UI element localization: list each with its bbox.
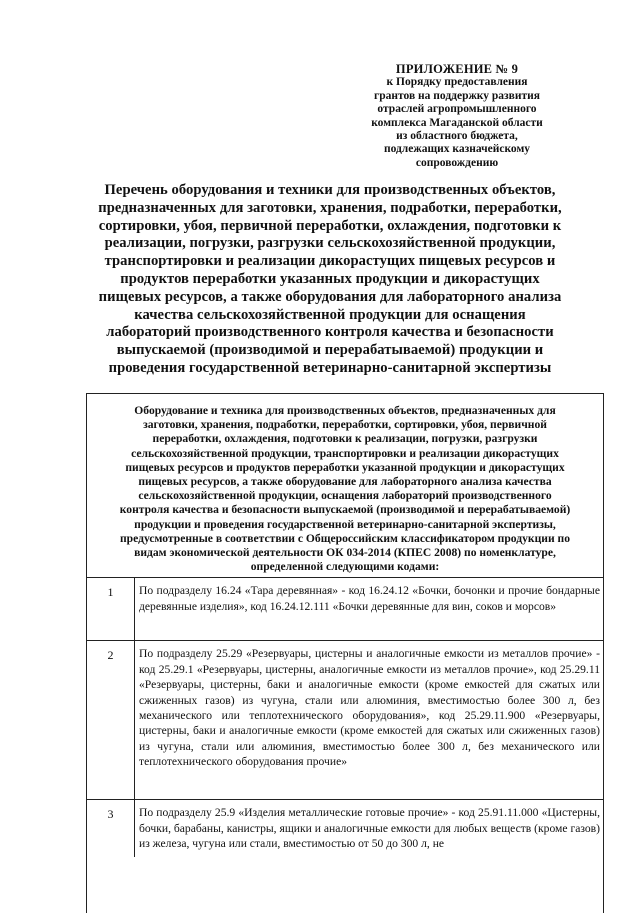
header-line: сельскохозяйственной продукции, оснащения лабораторий производственного <box>138 489 552 503</box>
title-line: сортировки, убоя, первичной переработки, охлаждения, подготовки к <box>98 217 562 234</box>
appendix-line: подлежащих казначейскому <box>383 143 531 156</box>
title-line: пищевых ресурсов, а также оборудования для лабораторного анализа <box>98 288 562 305</box>
title-line: предназначенных для заготовки, хранения, подработки, переработки, <box>98 199 562 216</box>
appendix-block <box>352 63 562 170</box>
title-line: проведения государственной ветеринарно-санитарной экспертизы <box>108 359 552 376</box>
table-row <box>87 641 603 800</box>
row-text: По подразделу 25.29 «Резервуары, цистерны и аналогичные емкости из металлов прочие» - код 25.29.1 «Резервуары, цистерны, аналогичные емкости из металлов прочие», код 25.29.11 «Резервуары, цистерны, баки и аналогичные емкости (кроме емкостей для сжатых или сжиженных газов) из чугуна, стали или алюминия, вместимостью более 300 л, без механического или теплотехнического оборудования», код 25.29.11.900 «Резервуары, цистерны, баки и аналогичные емкости (кроме емкостей для сжатых или сжиженных газов) из чугуна, стали или алюминия, вместимостью более 300 л, без механического или теплотехнического оборудования прочие» <box>139 647 600 769</box>
appendix-line: сопровождению <box>415 156 499 169</box>
row-number: 3 <box>87 800 135 856</box>
row-number: 1 <box>87 578 135 640</box>
appendix-title: ПРИЛОЖЕНИЕ № 9 <box>395 62 519 76</box>
appendix-line: отраслей агропромышленного <box>377 103 537 116</box>
appendix-line: к Порядку предоставления <box>386 76 528 89</box>
appendix-line: комплекса Магаданской области <box>371 116 543 129</box>
header-line: контроля качества и безопасности выпускаемой (производимой и перерабатываемой) <box>119 503 571 517</box>
row-text: По подразделу 16.24 «Тара деревянная» - код 16.24.12 «Бочки, бочонки и прочие бондарные деревянные изделия», код 16.24.12.111 «Бочки деревянные для вин, соков и морсов» <box>139 584 600 613</box>
header-line: сельскохозяйственной продукции, транспортировки и реализации дикорастущих <box>131 446 559 460</box>
header-line: предусмотренные в соответствии с Общероссийским классификатором продукции по <box>119 531 571 545</box>
title-line: Перечень оборудования и техники для производственных объектов, <box>104 182 556 198</box>
title-line: лабораторий производственного контроля качества и безопасности <box>106 324 554 341</box>
title-line: продуктов переработки указанных продукции и дикорастущих <box>120 270 540 287</box>
header-line: видам экономической деятельности ОК 034-2014 (КПЕС 2008) по номенклатуре, <box>134 546 556 560</box>
header-line: переработки, охлаждения, подготовки к реализации, погрузки, разгрузки <box>152 432 538 446</box>
table-row <box>87 800 603 856</box>
header-line: продукции и проведения государственной ветеринарно-санитарной экспертизы, <box>134 517 556 531</box>
header-line: заготовки, хранения, подработки, переработки, сортировки, убоя, первичной <box>143 418 547 432</box>
table-header <box>87 394 603 578</box>
row-text: По подразделу 25.9 «Изделия металлические готовые прочие» - код 25.91.11.000 «Цистерны, бочки, барабаны, канистры, ящики и аналогичные емкости для любых веществ (кроме газов) из железа, чугуна или стали, вместимостью от 50 до 300 л, не <box>139 806 600 851</box>
table-row <box>87 578 603 641</box>
header-line: определенной следующими кодами: <box>250 560 440 574</box>
header-line: Оборудование и техника для производственных объектов, предназначенных для <box>134 404 556 417</box>
document-title <box>80 182 580 378</box>
row-number: 2 <box>87 641 135 799</box>
title-line: качества сельскохозяйственной продукции для оснащения <box>134 306 526 323</box>
equipment-table <box>86 393 604 913</box>
title-line: реализации, погрузки, разгрузки сельскохозяйственной продукции, <box>104 235 556 252</box>
appendix-line: из областного бюджета, <box>396 130 518 143</box>
header-line: пищевых ресурсов, а также оборудование для лабораторного анализа качества <box>138 475 552 489</box>
title-line: транспортировки и реализации дикорастущих пищевых ресурсов и <box>104 253 556 270</box>
header-line: пищевых ресурсов и продуктов переработки указанной продукции и дикорастущих <box>125 460 565 474</box>
title-line: выпускаемой (производимой и перерабатываемой) продукции и <box>116 342 544 359</box>
appendix-line: грантов на поддержку развития <box>374 89 540 102</box>
